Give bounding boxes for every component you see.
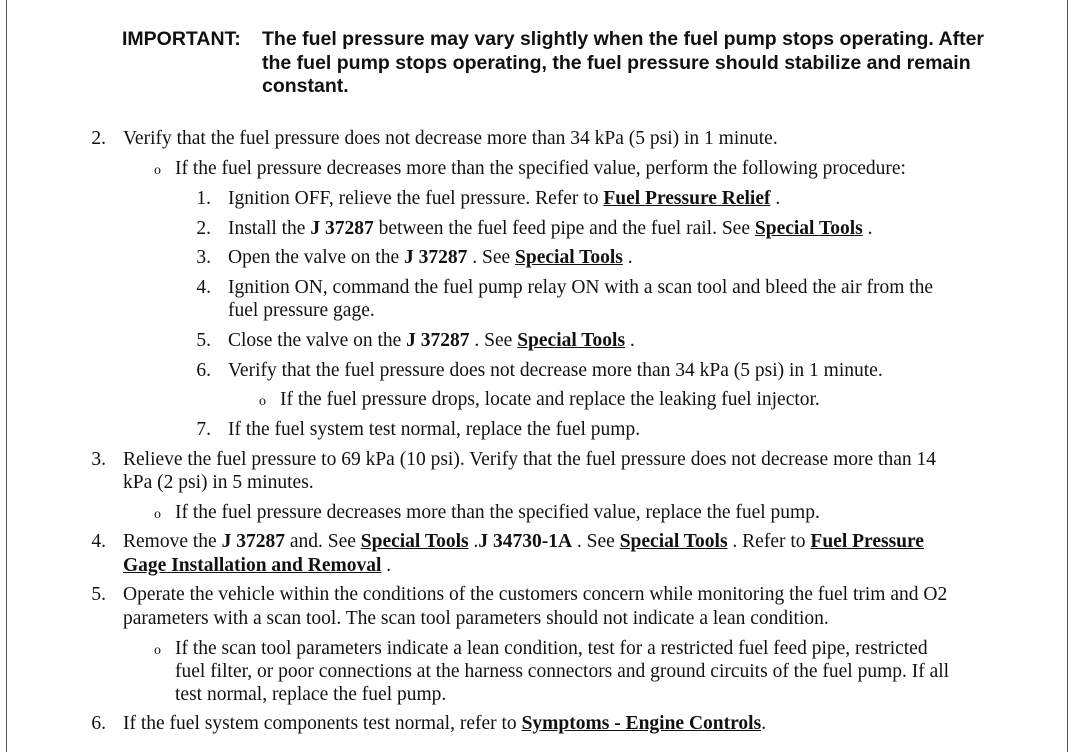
substep-2 bbox=[228, 217, 872, 240]
substep-text: Ignition ON, command the fuel pump relay ON with a scan tool and bleed the air from the bbox=[228, 277, 934, 298]
substep-text: fuel pressure gage. bbox=[228, 300, 375, 321]
substep-text: Install the bbox=[228, 218, 311, 239]
important-label: IMPORTANT: bbox=[122, 28, 241, 50]
link-special-tools[interactable]: Special Tools bbox=[515, 247, 623, 268]
link-fuel-pressure-relief[interactable]: Fuel Pressure Relief bbox=[603, 188, 771, 209]
substep-number: 2. bbox=[196, 218, 211, 239]
step-text: . bbox=[761, 713, 767, 734]
substep-text: between the fuel feed pipe and the fuel rail. See bbox=[373, 218, 755, 239]
tool-id: J 37287 bbox=[406, 330, 470, 351]
bullet-text: If the fuel pressure drops, locate and replace the leaking fuel injector. bbox=[280, 389, 820, 410]
step-text: Remove the bbox=[123, 531, 222, 552]
substep-text: . bbox=[770, 188, 781, 209]
link-fuel-pressure-gage[interactable]: Fuel Pressure bbox=[810, 531, 924, 552]
substep-text: Verify that the fuel pressure does not decrease more than 34 kPa (5 psi) in 1 minute. bbox=[228, 360, 883, 381]
substep-text: Close the valve on the bbox=[228, 330, 407, 351]
step-number: 3. bbox=[91, 449, 106, 470]
substep-text: . bbox=[862, 218, 873, 239]
substep-3 bbox=[228, 246, 633, 269]
substep-number: 5. bbox=[196, 330, 211, 351]
step-text: parameters with a scan tool. The scan tool parameters should not indicate a lean condition. bbox=[123, 608, 829, 629]
substep-5 bbox=[228, 329, 635, 352]
link-special-tools[interactable]: Special Tools bbox=[754, 218, 863, 239]
bullet-marker: o bbox=[154, 507, 161, 522]
link-special-tools[interactable]: Special Tools bbox=[619, 531, 728, 552]
step-text: . bbox=[468, 531, 479, 552]
step-text: . bbox=[381, 555, 392, 576]
tool-id: J 37287 bbox=[221, 531, 285, 552]
step-text: Operate the vehicle within the conditions of the customers concern while monitoring the fuel trim and O2 bbox=[123, 584, 948, 605]
bullet-marker: o bbox=[154, 163, 161, 178]
step-text: . Refer to bbox=[727, 531, 811, 552]
substep-text: Ignition OFF, relieve the fuel pressure. Refer to bbox=[228, 188, 604, 209]
link-special-tools[interactable]: Special Tools bbox=[517, 330, 626, 351]
substep-text: Open the valve on the bbox=[228, 247, 404, 268]
substep-number: 7. bbox=[196, 419, 211, 440]
bullet-text: If the fuel pressure decreases more than the specified value, perform the following procedure: bbox=[175, 158, 906, 179]
important-note bbox=[122, 28, 1002, 99]
link-special-tools[interactable]: Special Tools bbox=[360, 531, 469, 552]
step-number: 4. bbox=[91, 531, 106, 552]
link-symptoms-engine-controls[interactable]: Symptoms - Engine Controls bbox=[521, 713, 762, 734]
step-4 bbox=[123, 530, 924, 553]
substep-number: 6. bbox=[196, 360, 211, 381]
step-text: Verify that the fuel pressure does not decrease more than 34 kPa (5 psi) in 1 minute. bbox=[123, 128, 778, 149]
substep-text: . See bbox=[469, 330, 518, 351]
tool-id: J 34730-1A bbox=[478, 531, 573, 552]
substep-number: 1. bbox=[196, 188, 211, 209]
bullet-text: fuel filter, or poor connections at the harness connectors and ground circuits of the fuel pump. If all bbox=[175, 661, 950, 682]
step-number: 2. bbox=[91, 128, 106, 149]
important-text: The fuel pressure may vary slightly when the fuel pump stops operating. After the fuel pump stops operating, the fuel pressure should stabilize and remain constant. bbox=[262, 28, 985, 97]
link-fuel-pressure-gage[interactable]: Gage Installation and Removal bbox=[123, 555, 382, 576]
step-text: . See bbox=[572, 531, 620, 552]
bullet-text: If the fuel pressure decreases more than the specified value, replace the fuel pump. bbox=[175, 502, 820, 523]
step-text: Relieve the fuel pressure to 69 kPa (10 psi). Verify that the fuel pressure does not decrease more than 14 bbox=[123, 449, 936, 470]
step-number: 6. bbox=[91, 713, 106, 734]
tool-id: J 37287 bbox=[404, 247, 468, 268]
bullet-text: If the scan tool parameters indicate a lean condition, test for a restricted fuel feed pipe, restricted bbox=[175, 638, 928, 659]
step-number: 5. bbox=[91, 584, 106, 605]
substep-text: . bbox=[625, 330, 635, 351]
substep-1 bbox=[228, 187, 780, 210]
substep-number: 4. bbox=[196, 277, 211, 298]
bullet-marker: o bbox=[154, 643, 161, 658]
substep-text: If the fuel system test normal, replace the fuel pump. bbox=[228, 419, 641, 440]
substep-text: . See bbox=[467, 247, 516, 268]
step-text: If the fuel system components test normal, refer to bbox=[123, 713, 522, 734]
step-4-cont bbox=[123, 554, 391, 577]
tool-id: J 37287 bbox=[310, 218, 374, 239]
bullet-marker: o bbox=[259, 394, 266, 409]
bullet-text: test normal, replace the fuel pump. bbox=[175, 684, 447, 705]
substep-number: 3. bbox=[196, 247, 211, 268]
step-text: and. See bbox=[284, 531, 361, 552]
substep-text: . bbox=[622, 247, 633, 268]
step-text: kPa (2 psi) in 5 minutes. bbox=[123, 472, 314, 493]
step-6 bbox=[123, 712, 766, 735]
